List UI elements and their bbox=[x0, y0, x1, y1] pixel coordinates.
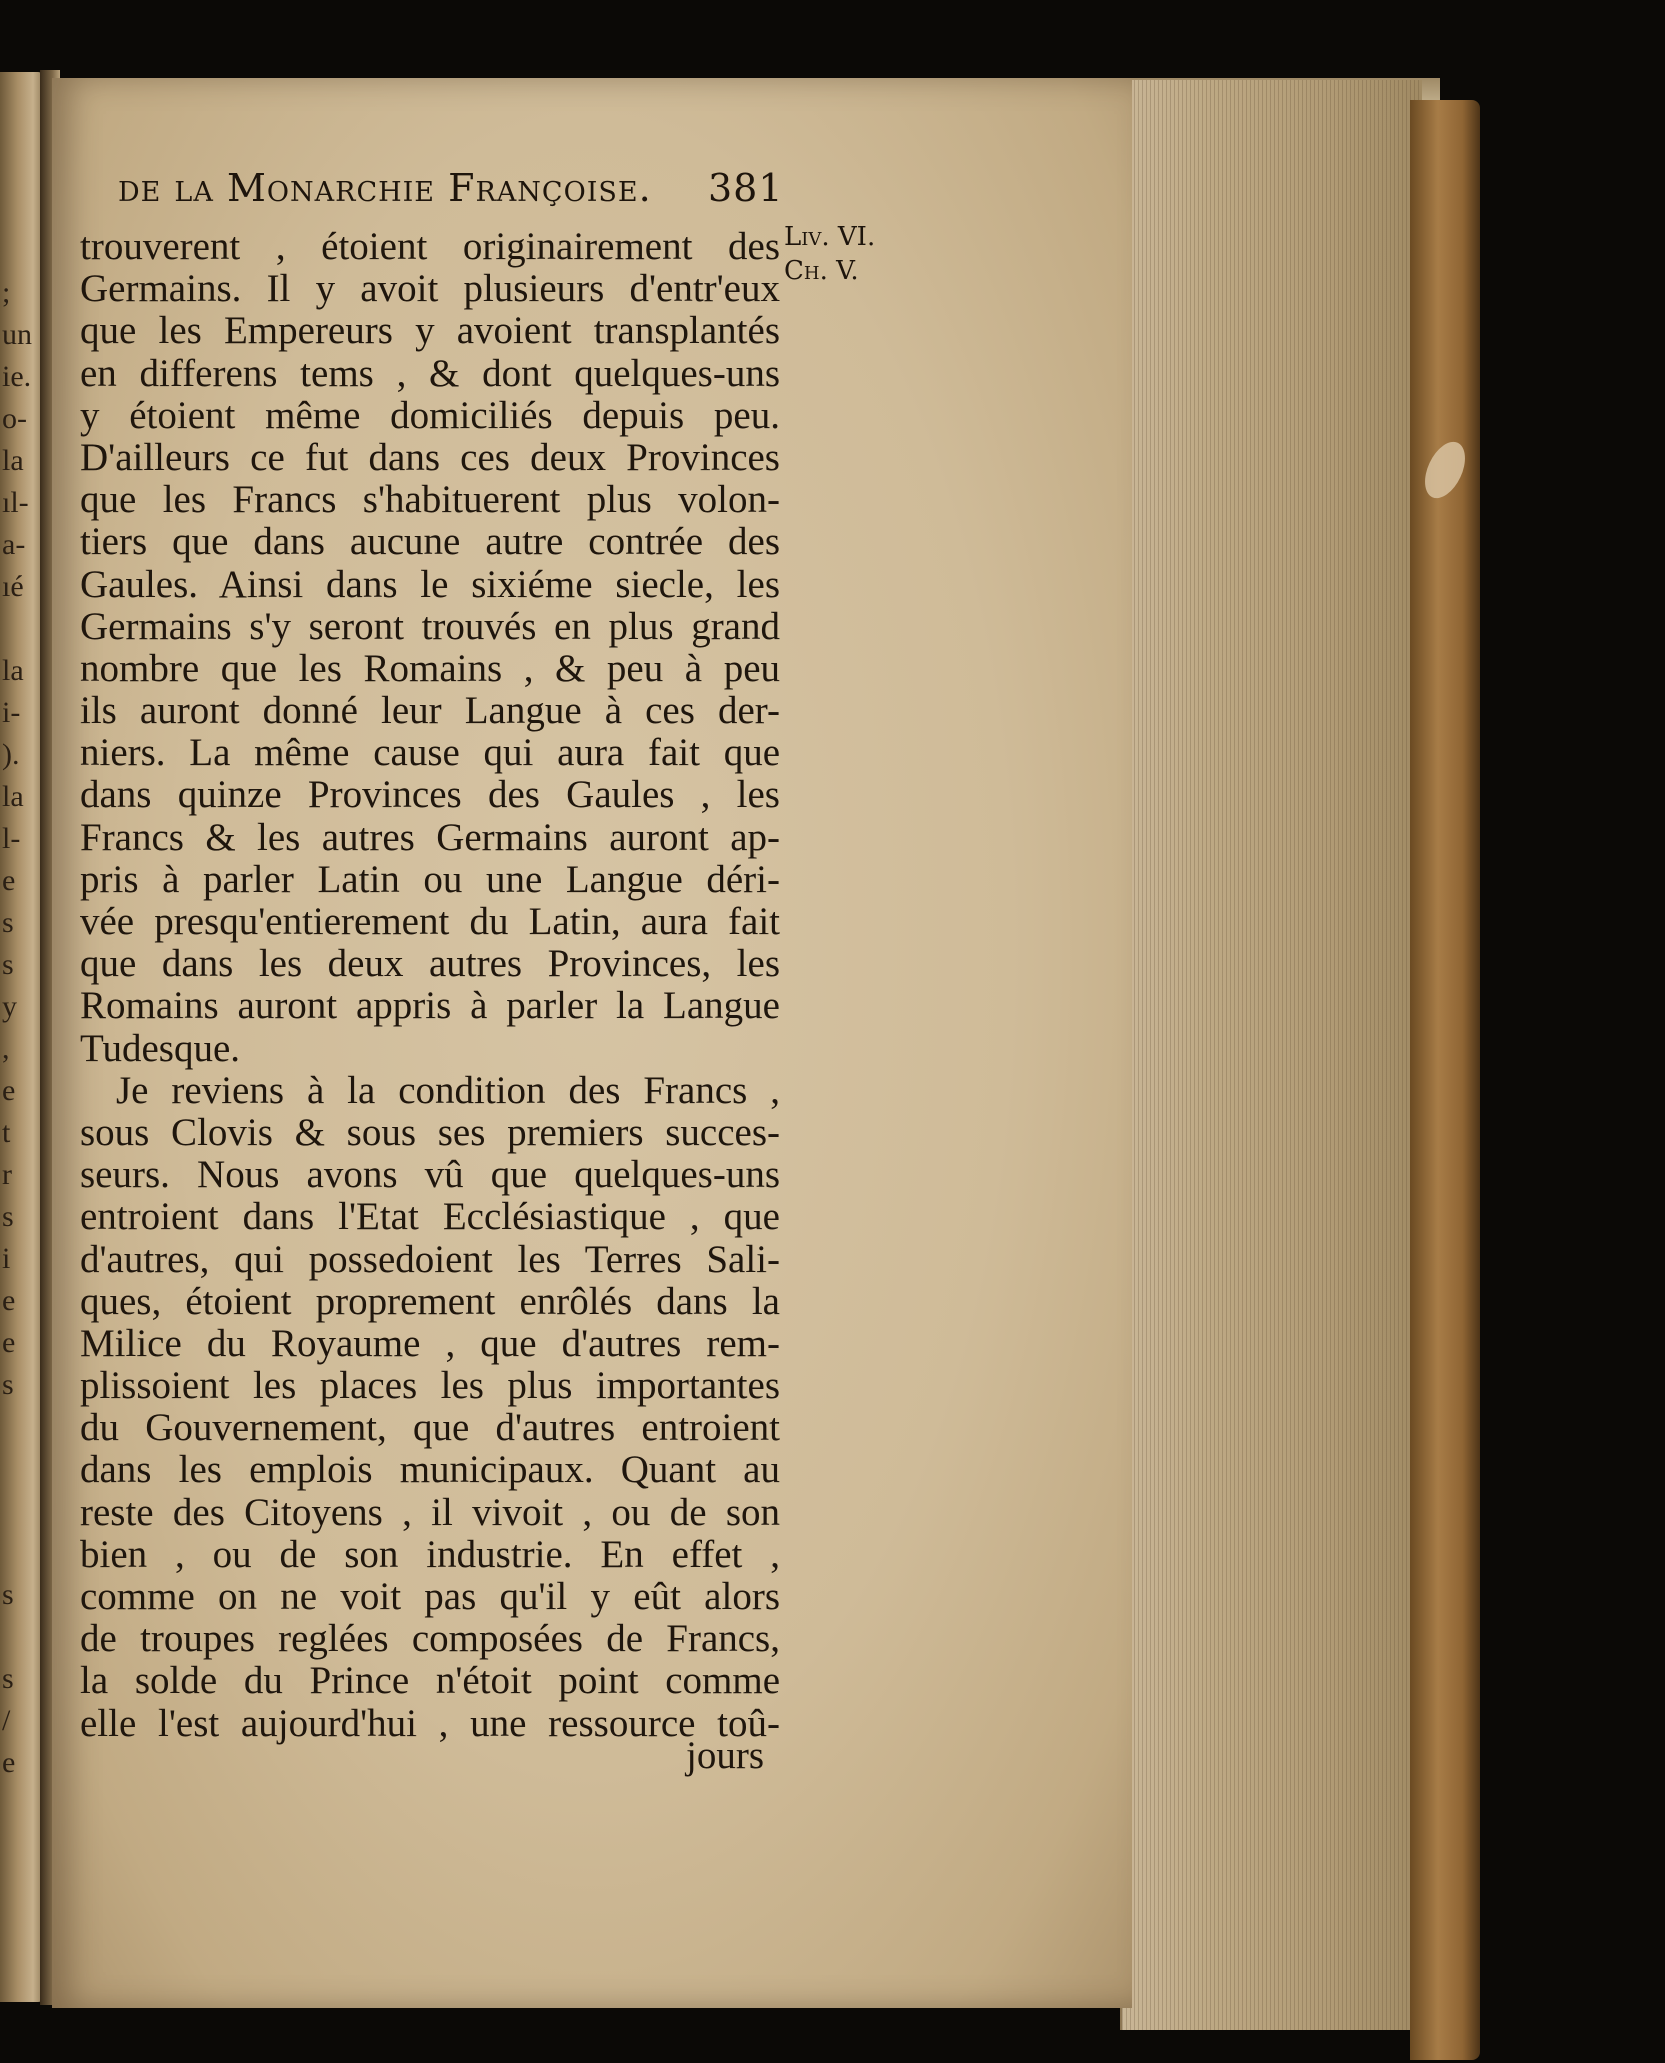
previous-page-fragment: un bbox=[2, 318, 32, 351]
previous-page-fragment: i- bbox=[2, 696, 21, 729]
page-number: 381 bbox=[708, 166, 784, 210]
previous-page-fragment: s bbox=[2, 948, 14, 981]
previous-page-fragment: r bbox=[2, 1158, 12, 1191]
text-line: Germains. Il y avoit plusieurs d'entr'eux bbox=[80, 268, 780, 311]
previous-page-fragment: e bbox=[2, 1284, 16, 1317]
previous-page-fragment: a- bbox=[2, 528, 26, 561]
previous-page-fragment: ıl- bbox=[2, 486, 29, 519]
margin-note-book: Liv. VI. bbox=[784, 222, 876, 252]
text-line: que les Francs s'habituerent plus volon- bbox=[80, 479, 780, 522]
previous-page-fragment: ; bbox=[2, 276, 11, 309]
previous-page-fragment bbox=[2, 1448, 42, 1490]
previous-page-fragment: i bbox=[2, 1242, 11, 1275]
text-line: nombre que les Romains , & peu à peu bbox=[80, 647, 780, 690]
text-line: Je reviens à la condition des Francs , bbox=[116, 1069, 780, 1112]
text-line: que dans les deux autres Provinces, les bbox=[80, 943, 780, 986]
previous-page-fragment: , bbox=[2, 1032, 10, 1065]
text-line: Milice du Royaume , que d'autres rem- bbox=[80, 1322, 780, 1365]
previous-page-fragment: s bbox=[2, 1662, 14, 1695]
previous-page-fragment: o- bbox=[2, 402, 27, 435]
text-line: seurs. Nous avons vû que quelques-uns bbox=[80, 1154, 780, 1197]
previous-page-text-fragments bbox=[2, 272, 42, 1784]
previous-page-fragment bbox=[2, 1490, 42, 1532]
text-line: en differens tems , & dont quelques-uns bbox=[80, 352, 780, 395]
previous-page-fragment bbox=[2, 1532, 42, 1574]
previous-page-fragment: s bbox=[2, 1578, 14, 1611]
previous-page-fragment: e bbox=[2, 1074, 16, 1107]
previous-page-fragment: la bbox=[2, 780, 24, 813]
text-line: y étoient même domiciliés depuis peu. bbox=[80, 394, 780, 437]
page-header bbox=[118, 166, 784, 210]
margin-note-chapter: Ch. V. bbox=[784, 256, 859, 286]
text-line: la solde du Prince n'étoit point comme bbox=[80, 1660, 780, 1703]
previous-page-fragment: y bbox=[2, 990, 17, 1023]
running-head: de la Monarchie Françoise. bbox=[118, 166, 652, 210]
page-block-edges bbox=[1120, 80, 1422, 2030]
previous-page-fragment: ). bbox=[2, 738, 20, 771]
previous-page-fragment: s bbox=[2, 1368, 14, 1401]
previous-page-fragment: s bbox=[2, 906, 14, 939]
text-line: vée presqu'entierement du Latin, aura fait bbox=[80, 901, 780, 943]
text-line: D'ailleurs ce fut dans ces deux Provinces bbox=[80, 436, 780, 479]
text-line: bien , ou de son industrie. En effet , bbox=[80, 1533, 780, 1576]
text-line: Francs & les autres Germains auront ap- bbox=[80, 816, 780, 859]
text-line: entroient dans l'Etat Ecclésiastique , que bbox=[80, 1196, 780, 1239]
previous-page-fragment: ie. bbox=[2, 360, 32, 393]
text-line: trouverent , étoient originairement des bbox=[80, 226, 780, 268]
text-line: elle l'est aujourd'hui , une ressource toû- bbox=[80, 1702, 780, 1745]
previous-page-fragment: e bbox=[2, 1746, 16, 1779]
previous-page-fragment: e bbox=[2, 1326, 16, 1359]
previous-page-fragment bbox=[2, 1616, 42, 1658]
text-line: sous Clovis & sous ses premiers succes- bbox=[80, 1111, 780, 1154]
catchword: jours bbox=[686, 1734, 764, 1777]
text-line: ques, étoient proprement enrôlés dans la bbox=[80, 1280, 780, 1323]
margin-note bbox=[784, 220, 875, 288]
previous-page-fragment: / bbox=[2, 1704, 11, 1737]
text-line: reste des Citoyens , il vivoit , ou de son bbox=[80, 1491, 780, 1534]
text-line: Romains auront appris à parler la Langue bbox=[80, 985, 780, 1028]
text-line: Tudesque. bbox=[80, 1027, 240, 1070]
previous-page-edge bbox=[0, 72, 44, 2002]
text-line: tiers que dans aucune autre contrée des bbox=[80, 521, 780, 564]
text-line: Gaules. Ainsi dans le sixiéme siecle, les bbox=[80, 563, 780, 606]
text-line: du Gouvernement, que d'autres entroient bbox=[80, 1407, 780, 1450]
text-line: dans les emplois municipaux. Quant au bbox=[80, 1449, 780, 1492]
text-line: niers. La même cause qui aura fait que bbox=[80, 732, 780, 775]
text-line: que les Empereurs y avoient transplantés bbox=[80, 310, 780, 353]
text-line: plissoient les places les plus importantes bbox=[80, 1365, 780, 1408]
previous-page-fragment: l- bbox=[2, 822, 21, 855]
text-line: de troupes reglées composées de Francs, bbox=[80, 1618, 780, 1661]
leather-cover bbox=[1410, 100, 1480, 2060]
text-line: comme on ne voit pas qu'il y eût alors bbox=[80, 1576, 780, 1618]
previous-page-fragment: s bbox=[2, 1200, 14, 1233]
text-line: ils auront donné leur Langue à ces der- bbox=[80, 690, 780, 733]
previous-page-fragment bbox=[2, 1406, 42, 1448]
previous-page-fragment: ıé bbox=[2, 570, 24, 603]
previous-page-fragment: la bbox=[2, 444, 24, 477]
text-line: d'autres, qui possedoient les Terres Sali- bbox=[80, 1238, 780, 1281]
previous-page-fragment: t bbox=[2, 1116, 11, 1149]
previous-page-fragment: la bbox=[2, 654, 24, 687]
text-line: dans quinze Provinces des Gaules , les bbox=[80, 774, 780, 817]
previous-page-fragment bbox=[2, 608, 42, 650]
text-line: pris à parler Latin ou une Langue déri- bbox=[80, 858, 780, 901]
text-line: Germains s'y seront trouvés en plus grand bbox=[80, 605, 780, 648]
body-text bbox=[80, 226, 780, 1745]
previous-page-fragment: e bbox=[2, 864, 16, 897]
